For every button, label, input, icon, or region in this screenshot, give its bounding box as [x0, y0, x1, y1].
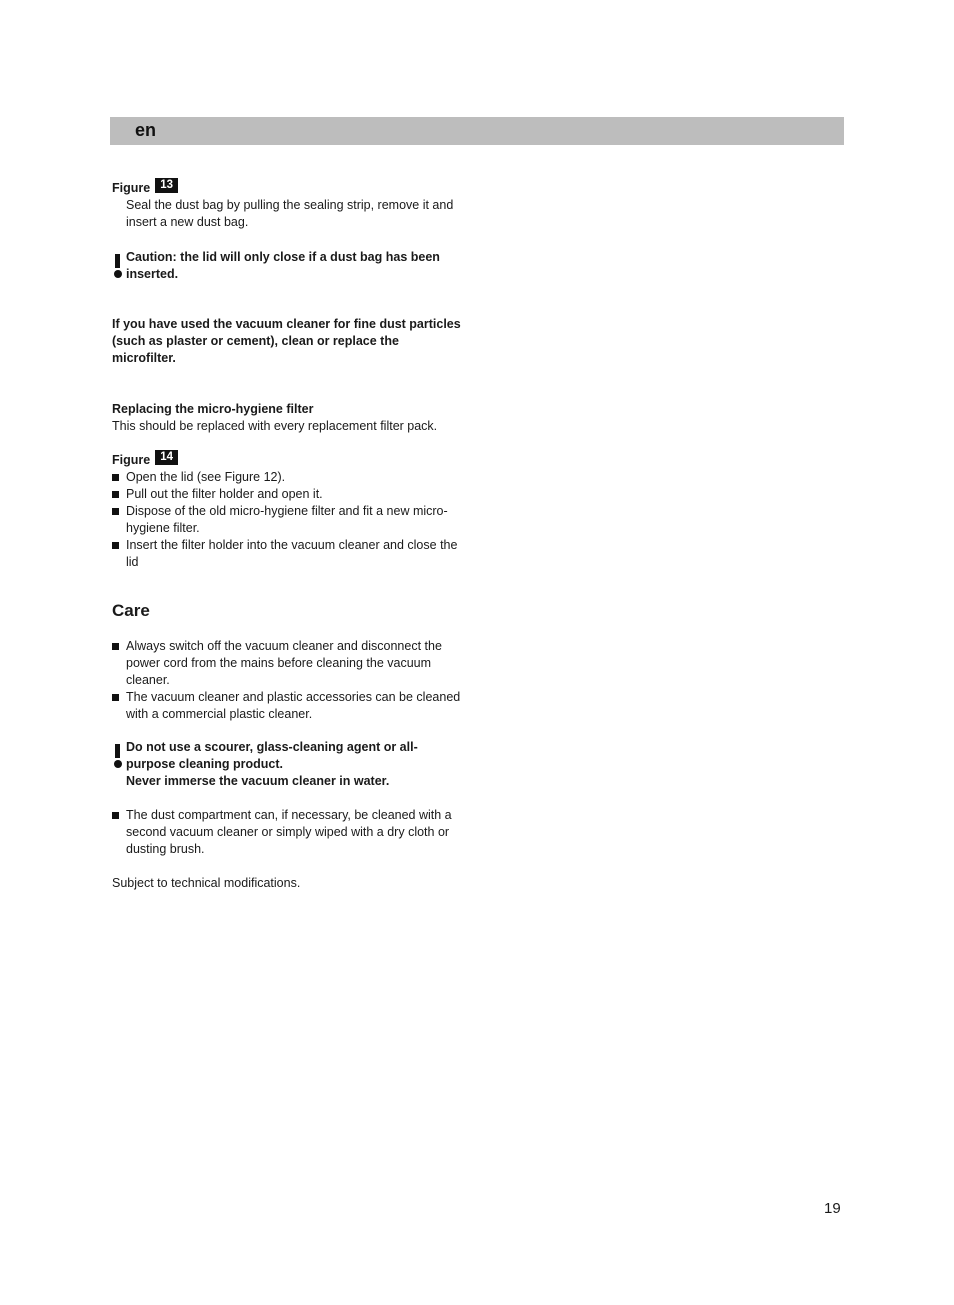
exclamation-icon	[115, 254, 120, 268]
figure-label: Figure	[112, 181, 151, 195]
list-item: Insert the filter holder into the vacuum cleaner and close the lid	[112, 537, 462, 571]
figure-label: Figure	[112, 453, 151, 467]
square-bullet-icon	[112, 542, 119, 549]
square-bullet-icon	[112, 508, 119, 515]
figure-14-steps	[112, 469, 462, 571]
micro-filter-text: This should be replaced with every replacement filter pack.	[112, 419, 438, 433]
caution-text: Caution: the lid will only close if a dust bag has been inserted.	[126, 250, 440, 281]
figure-13-block	[112, 180, 462, 231]
care-caution-text-2: Never immerse the vacuum cleaner in water.	[126, 774, 390, 788]
fine-dust-note: If you have used the vacuum cleaner for fine dust particles (such as plaster or cement), clean or replace the microfilter.	[112, 317, 461, 365]
care-list-2-block	[112, 807, 462, 858]
square-bullet-icon	[112, 812, 119, 819]
care-heading: Care	[112, 601, 150, 620]
square-bullet-icon	[112, 643, 119, 650]
exclamation-icon	[115, 744, 120, 758]
care-list-2	[112, 807, 462, 858]
caution-block	[112, 249, 462, 283]
square-bullet-icon	[112, 694, 119, 701]
list-item: Always switch off the vacuum cleaner and disconnect the power cord from the mains before cleaning the vacuum cleaner.	[112, 638, 462, 689]
list-item: Open the lid (see Figure 12).	[112, 469, 462, 486]
list-item: Dispose of the old micro-hygiene filter and fit a new micro-hygiene filter.	[112, 503, 462, 537]
list-item: The dust compartment can, if necessary, be cleaned with a second vacuum cleaner or simply wiped with a dry cloth or dusting brush.	[112, 807, 462, 858]
square-bullet-icon	[112, 474, 119, 481]
warning-dot-icon	[114, 270, 122, 278]
list-item: The vacuum cleaner and plastic accessories can be cleaned with a commercial plastic cleaner.	[112, 689, 462, 723]
figure-13-text: Seal the dust bag by pulling the sealing strip, remove it and insert a new dust bag.	[126, 198, 454, 229]
micro-filter-section	[112, 401, 462, 435]
language-code: en	[135, 120, 157, 140]
micro-filter-title: Replacing the micro-hygiene filter	[112, 402, 314, 416]
care-caution-text: Do not use a scourer, glass-cleaning agent or all-purpose cleaning product.	[126, 740, 418, 771]
figure-number-badge: 14	[155, 450, 178, 465]
list-item: Pull out the filter holder and open it.	[112, 486, 462, 503]
figure-number-badge: 13	[155, 178, 178, 193]
warning-dot-icon	[114, 760, 122, 768]
page-number: 19	[824, 1200, 841, 1217]
care-list-block	[112, 638, 462, 723]
figure-14-block	[112, 452, 462, 571]
technical-modifications-note: Subject to technical modifications.	[112, 876, 301, 890]
language-header-bar	[110, 117, 844, 145]
care-list	[112, 638, 462, 723]
care-caution-block	[112, 739, 462, 790]
square-bullet-icon	[112, 491, 119, 498]
